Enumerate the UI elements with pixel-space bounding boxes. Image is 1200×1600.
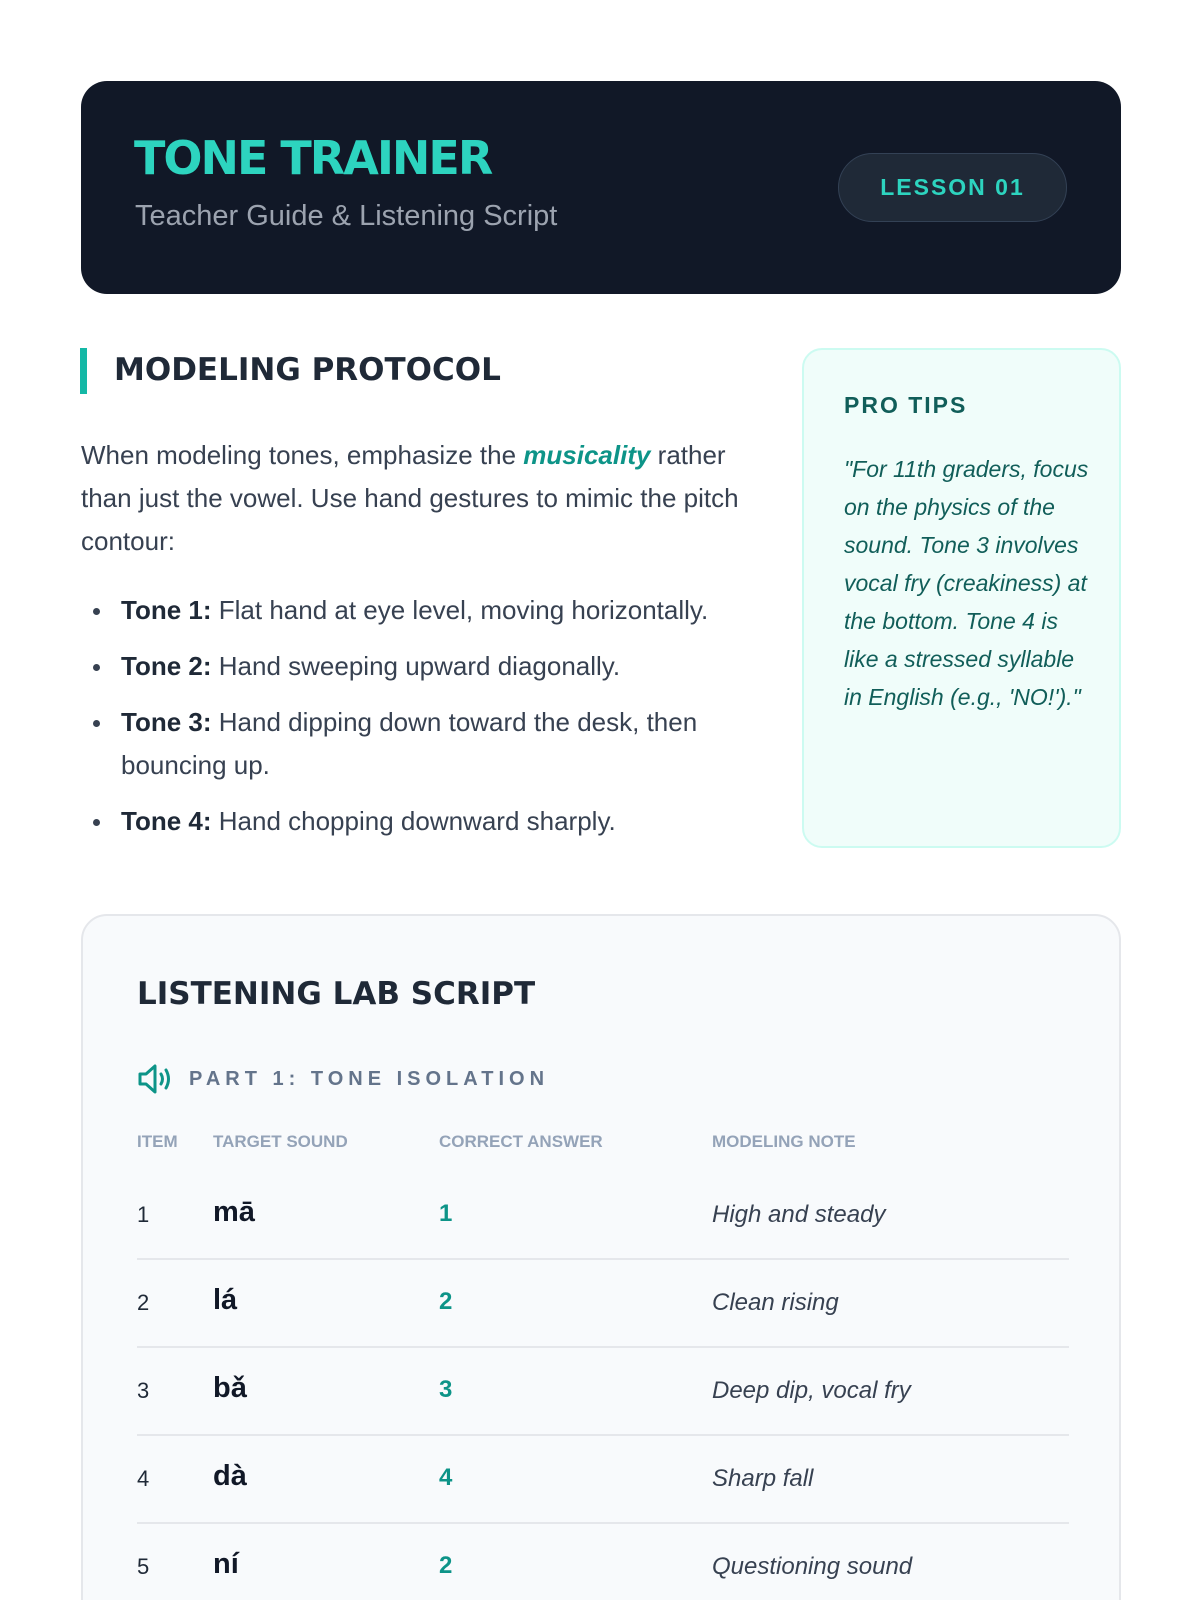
intro-emphasis: musicality [523, 440, 651, 470]
target-sound: ní [213, 1548, 239, 1580]
table-row [137, 1172, 1069, 1260]
speaker-icon [137, 1062, 175, 1096]
table-row [137, 1436, 1069, 1524]
pro-tips-box [802, 348, 1121, 848]
tone-description: Hand dipping down toward the desk, then bouncing up. [121, 707, 698, 780]
modeling-intro [81, 434, 771, 563]
list-item [81, 800, 781, 843]
page-subtitle: Teacher Guide & Listening Script [135, 200, 558, 232]
pro-tips-text: "For 11th graders, focus on the physics of the sound. Tone 3 involves vocal fry (creakiness) at the bottom. Tone 4 is like a stressed syllable in English (e.g., 'NO!')." [844, 456, 1089, 710]
correct-answer: 3 [439, 1376, 453, 1403]
item-number: 2 [137, 1290, 150, 1315]
tone-name: Tone 2: [121, 651, 212, 681]
tone-name: Tone 3: [121, 707, 212, 737]
table-row [137, 1348, 1069, 1436]
list-item [81, 645, 781, 688]
lab-title: LISTENING LAB SCRIPT [137, 976, 536, 1012]
column-header-modeling-note: MODELING NOTE [712, 1132, 856, 1151]
tone-name: Tone 4: [121, 806, 212, 836]
part-title: PART 1: TONE ISOLATION [189, 1067, 550, 1090]
target-sound: mā [213, 1196, 255, 1228]
intro-text-after: rather than just the vowel. Use hand gestures to mimic the pitch contour: [81, 440, 739, 556]
modeling-note: Sharp fall [712, 1465, 814, 1492]
correct-answer: 4 [439, 1464, 453, 1491]
target-sound: lá [213, 1284, 238, 1316]
header-banner [81, 81, 1121, 294]
modeling-note: High and steady [712, 1201, 886, 1228]
modeling-note: Deep dip, vocal fry [712, 1377, 911, 1404]
item-number: 5 [137, 1554, 150, 1579]
intro-text-before: When modeling tones, emphasize the [81, 440, 524, 470]
correct-answer: 2 [439, 1552, 453, 1579]
column-header-target-sound: TARGET SOUND [213, 1132, 348, 1151]
modeling-note: Clean rising [712, 1289, 839, 1316]
target-sound: dà [213, 1460, 247, 1492]
item-number: 4 [137, 1466, 150, 1491]
tone-description: Flat hand at eye level, moving horizontally. [211, 595, 709, 625]
table-row [137, 1524, 1069, 1600]
tone-gesture-list [81, 589, 781, 856]
item-number: 3 [137, 1378, 150, 1403]
page-title: TONE TRAINER [134, 131, 492, 185]
column-header-correct-answer: CORRECT ANSWER [439, 1132, 603, 1151]
list-item [81, 701, 781, 787]
part-heading [137, 1062, 549, 1096]
item-number: 1 [137, 1202, 150, 1227]
tone-description: Hand chopping downward sharply. [211, 806, 616, 836]
listening-lab-card [81, 914, 1121, 1600]
list-item [81, 589, 781, 632]
table-row [137, 1260, 1069, 1348]
lesson-badge: LESSON 01 [838, 153, 1067, 222]
modeling-section-title: MODELING PROTOCOL [114, 352, 501, 388]
correct-answer: 1 [439, 1200, 453, 1227]
pro-tips-title: PRO TIPS [844, 392, 968, 418]
tone-description: Hand sweeping upward diagonally. [211, 651, 621, 681]
tone-name: Tone 1: [121, 595, 212, 625]
section-accent-bar [80, 348, 87, 394]
target-sound: bǎ [213, 1372, 247, 1404]
correct-answer: 2 [439, 1288, 453, 1315]
column-header-item: ITEM [137, 1132, 178, 1151]
modeling-note: Questioning sound [712, 1553, 913, 1580]
